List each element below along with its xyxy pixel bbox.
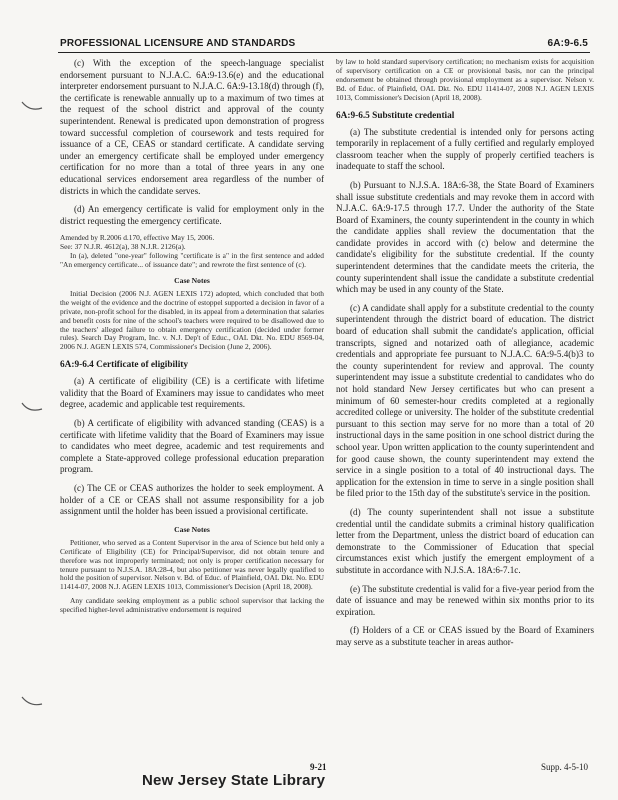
history-note xyxy=(60,234,324,270)
case-notes-heading: Case Notes xyxy=(174,275,210,285)
page-number: 9-21 xyxy=(310,762,327,772)
library-stamp: New Jersey State Library xyxy=(142,772,326,789)
paragraph: (c) A candidate shall apply for a substitute credential to the county superintendent through the district board of education. The district board of education shall submit the candidate's application, official transcripts, signed and notarized oath of allegiance, academic credentials and appropriate fee pursuant to N.J.A.C. 6A:9-5.4(b)3 to the county superintendent for review and approval. The county superintendent may issue a substitute credential to candidates who do not hold standard New Jersey certificates but who can present a minimum of 60 semester-hour credits completed at a regionally accredited college or university. The holder of the substitute credential pursuant to this section may serve for no more than a total of 20 instructional days in the same position in one school district during the school year. Upon written application to the county superintendent and for good cause shown, the county superintendent may extend the service in a single position to a total of 40 instructional days. The application for the extension in time to serve in a single position shall be filed prior to the 15th day of the substitute's service in the position. xyxy=(336,302,594,499)
history-line: In (a), deleted "one-year" following "certificate is a" in the first sentence and added "An emergency certificate... of issuance date"; and rewrote the first sentence of (c). xyxy=(60,251,324,270)
case-note: Initial Decision (2006 N.J. AGEN LEXIS 172) adopted, which concluded that both the weight of the evidence and the doctrine of estoppel supported a decision in favor of a private, non-profit school for the disabled, in its appeal from a determination that salaries and benefit costs for nine of the school's teachers were required to be disallowed due to the teachers' alleged failure to obtain emergency certification (decided under former rules). Search Day Program, Inc. v. N.J. Dep't of Educ., OAL Dkt. No. EDU 8569-04, 2006 N.J. AGEN LEXIS 574, Commissioner's Decision (June 2, 2006). xyxy=(60,288,324,352)
paragraph: (e) The substitute credential is valid for a five-year period from the date of issuance and may be renewed within six months prior to its expiration. xyxy=(336,583,594,617)
paragraph: (f) Holders of a CE or CEAS issued by the Board of Examiners may serve as a substitute teacher in areas author- xyxy=(336,625,594,647)
paragraph: (a) The substitute credential is intended only for persons acting temporarily in replacement of a fully certified and regularly employed classroom teacher when the supply of properly certified teachers is inadequate to staff the school. xyxy=(336,126,594,172)
section-heading: 6A:9-6.4 Certificate of eligibility xyxy=(60,360,189,371)
margin-mark-icon xyxy=(20,400,46,416)
case-note-continued: by law to hold standard supervisory certification; no mechanism exists for acquisition of supervisory certification on a CE or provisional basis, nor can the principal endorsement be obtained through provisional employment as a supervisor. Nelson v. Bd. of Educ. of Plainfield, OAL Dkt. No. EDU 11414-07, 2008 N.J. AGEN LEXIS 1013, Commissioner's Decision (April 18, 2008). xyxy=(336,57,594,102)
page-footer xyxy=(58,758,590,788)
paragraph: (b) Pursuant to N.J.S.A. 18A:6-38, the State Board of Examiners shall issue substitute credentials and may revoke them in accord with N.J.A.C. 6A:9-17.5 through 17.7. Under the authority of the State Board of Examiners, the county superintendent in the county in which the candidate applies shall review the documentation that the candidate provides in accord with (c) below and determine the candidate's eligibility for the substitute credential. If the county superintendent determines that the candidate meets the criteria, the county superintendent shall issue the candidate a substitute credential which may be used in any county of the State. xyxy=(336,179,594,295)
history-line: Amended by R.2006 d.170, effective May 15, 2006. xyxy=(60,233,215,243)
case-notes-heading: Case Notes xyxy=(174,524,210,534)
right-column xyxy=(336,58,594,655)
paragraph: (a) A certificate of eligibility (CE) is a certificate with lifetime validity that the Board of Examiners may issue to candidates who meet degree, academic and applicable test requirements. xyxy=(60,376,324,410)
paragraph: (b) A certificate of eligibility with advanced standing (CEAS) is a certificate with lifetime validity that the Board of Examiners may issue to candidates who meet degree, academic and test requirements and complete a State-approved college professional education preparation program. xyxy=(60,418,324,475)
header-title: PROFESSIONAL LICENSURE AND STANDARDS xyxy=(60,38,296,49)
case-note: Petitioner, who served as a Content Supervisor in the area of Science but held only a Certificate of Eligibility (CE) for Principal/Supervisor, did not obtain tenure and therefore was not improperly terminated; not only is proper certification necessary for tenure pursuant to N.J.S.A. 18A:28-4, but also petitioner was never legally qualified to hold the position of supervisor. Nelson v. Bd. of Educ. of Plainfield, OAL Dkt. No. EDU 11414-07, 2008 N.J. AGEN LEXIS 1013, Commissioner's Decision (April 18, 2008). xyxy=(60,537,324,592)
margin-mark-icon xyxy=(20,694,46,710)
case-note: Any candidate seeking employment as a public school supervisor that lacking the specified higher-level administrative endorsement is required xyxy=(60,596,324,615)
left-column xyxy=(60,58,324,622)
paragraph: (d) The county superintendent shall not issue a substitute credential until the candidate submits a criminal history qualification letter from the Department, unless the district board of education can demonstrate to the Commissioner of Education that special circumstances exist which justify the emergent employment of a substitute in accordance with N.J.S.A. 18A:6-7.1c. xyxy=(336,506,594,575)
running-header xyxy=(58,36,590,53)
paragraph: (c) The CE or CEAS authorizes the holder to seek employment. A holder of a CE or CEAS shall not assume responsibility for a job assignment until the holder has been issued a provisional certificate. xyxy=(60,483,324,517)
paragraph: (d) An emergency certificate is valid for employment only in the district requesting the emergency certificate. xyxy=(60,204,324,226)
header-section-number: 6A:9-6.5 xyxy=(547,38,588,49)
paragraph: (c) With the exception of the speech-language specialist endorsement pursuant to N.J.A.C. 6A:9-13.6(e) and the educational interpreter endorsement pursuant to N.J.A.C. 6A:9-13.18(d) through (f), the certificate is renewable annually up to a maximum of two times at the request of the school district and approval of the county superintendent. Renewal is predicated upon demonstration of progress toward successful completion of coursework and tests required for issuance of a CE, CEAS or standard certificate. A candidate serving under an emergency certificate shall be employed under emergency certification for no more than a total of three years in any one educational services endorsement area regardless of the number of districts in which the candidate serves. xyxy=(60,58,324,196)
supplement-date: Supp. 4-5-10 xyxy=(541,762,588,772)
margin-mark-icon xyxy=(20,98,46,114)
section-heading: 6A:9-6.5 Substitute credential xyxy=(336,110,455,121)
history-line: See: 37 N.J.R. 4612(a), 38 N.J.R. 2126(a). xyxy=(60,242,186,252)
